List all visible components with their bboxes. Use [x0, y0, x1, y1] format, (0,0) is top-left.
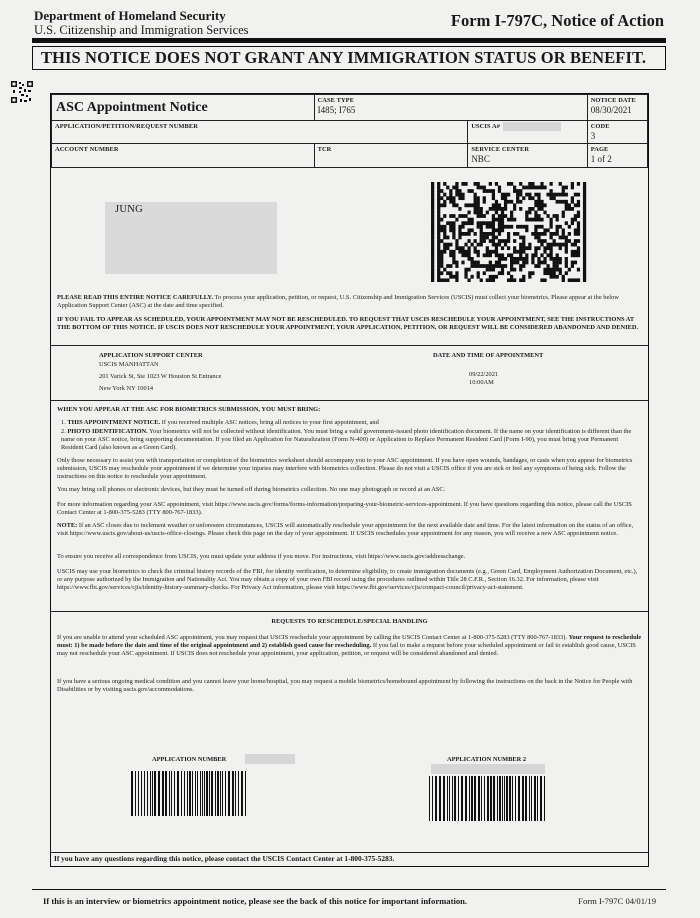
uscis-a-number-cell: [468, 121, 587, 144]
account-number-cell: [52, 144, 315, 168]
appointment-date: 09/22/2021: [469, 371, 499, 378]
bring-item-2-title: PHOTO IDENTIFICATION.: [67, 428, 148, 435]
address-update-paragraph: To ensure you receive all correspondence from USCIS, you must update your address if you move. For instructions, visit https://www.uscis.gov/addresschange.: [57, 553, 466, 560]
section-divider: [51, 400, 648, 401]
more-info-paragraph: For more information regarding your ASC appointment, visit https://www.uscis.gov/forms/forms-information/preparing-your-biometric-services-appointment. If you have questions regarding this notice, please call the USCIS Contact Center at 1-800-375-5283 (TTY 800-767-1833).: [57, 501, 632, 516]
form-edition: Form I-797C 04/01/19: [578, 896, 656, 906]
reschedule-heading: REQUESTS TO RESCHEDULE/SPECIAL HANDLING: [271, 618, 428, 625]
subagency-name: U.S. Citizenship and Immigration Services: [34, 23, 249, 37]
application-number-barcode-label: APPLICATION NUMBER: [152, 756, 227, 763]
appointment-datetime-label: DATE AND TIME OF APPOINTMENT: [433, 352, 544, 359]
appointment-time: 10:00AM: [469, 379, 494, 386]
service-center-label: SERVICE CENTER: [471, 146, 530, 153]
page-label: PAGE: [590, 146, 609, 153]
asc-address-line1: 201 Varick St, Ste 1023 W Houston St Entrance: [99, 373, 222, 380]
read-carefully-text: To process your application, petition, or request, U.S. Citizenship and Immigration Services (USCIS) must collect your biometrics. Please appear at the below Application Support Center (ASC) at the date and time specified.: [57, 294, 619, 309]
bring-item-1-title: THIS APPOINTMENT NOTICE.: [67, 419, 161, 426]
code-cell: [587, 121, 647, 144]
asc-center-name: USCIS MANHATTAN: [99, 361, 159, 368]
service-center-cell: [468, 144, 587, 168]
application-number-2-barcode: [429, 776, 545, 821]
read-carefully-lead: PLEASE READ THIS ENTIRE NOTICE CAREFULLY.: [57, 294, 214, 301]
section-divider: [51, 611, 648, 612]
contact-center-notice: If you have any questions regarding this notice, please contact the USCIS Contact Center at 1-800-375-5283.: [54, 854, 395, 863]
notice-title-cell: [52, 95, 315, 121]
application-number-label: APPLICATION/PETITION/REQUEST NUMBER: [55, 123, 198, 130]
case-type-cell: [314, 95, 587, 121]
page-value: 1 of 2: [590, 154, 612, 164]
notice-title: ASC Appointment Notice: [56, 100, 208, 115]
case-type-label: CASE TYPE: [317, 97, 355, 104]
applicant-name: JUNG: [115, 204, 144, 215]
bring-item-1-text: If you received multiple ASC notices, bring all notices to your first appointment, and: [161, 419, 379, 426]
section-divider: [51, 345, 648, 346]
notice-date-cell: [587, 95, 647, 121]
notice-date-value: 08/30/2021: [590, 105, 632, 115]
bring-item-1-number: 1.: [61, 419, 66, 426]
reschedule-intro: If you are unable to attend your scheduled ASC appointment, you may request that USCIS reschedule your appointment by calling the USCIS Contact Center at 1-800-375-5283 (TTY 800-767-1833).: [57, 634, 568, 641]
status-warning-text: THIS NOTICE DOES NOT GRANT ANY IMMIGRATION STATUS OR BENEFIT.: [41, 48, 647, 67]
reschedule-paragraph: [57, 634, 643, 658]
closure-note-label: NOTE:: [57, 522, 78, 529]
page-cell: [587, 144, 647, 168]
application-number-2-barcode-label: APPLICATION NUMBER 2: [447, 756, 527, 763]
application-number-redaction: [245, 754, 295, 764]
code-value: 3: [590, 131, 596, 141]
tcr-label: TCR: [317, 146, 332, 153]
biometrics-use-paragraph: USCIS may use your biometrics to check the criminal history records of the FBI, for identity verification, to determine eligibility, to create immigration documents (e.g., Green Card, Employment Authorization Document, etc.), or any purpose authorized by the Immigration and Nationality Act. You may obtain a copy of your own FBI record using the procedures outlined within Title 28 C.F.R., Section 16.32. For information, please visit https://www.fbi.gov/services/cjis/identity-history-summary-checks. For Privacy Act information, please visit https://www.fbi.gov/services/cjis/compact-council/privacy-act-statement.: [57, 568, 638, 591]
pdf417-barcode: [431, 182, 589, 282]
account-number-label: ACCOUNT NUMBER: [55, 146, 119, 153]
application-number-barcode: [131, 771, 247, 816]
failure-to-appear-warning: IF YOU FAIL TO APPEAR AS SCHEDULED, YOUR APPOINTMENT MAY NOT BE RESCHEDULED. TO REQUEST THAT USCIS RESCHEDULE YOUR APPOINTMENT, SEE THE INSTRUCTIONS AT THE BOTTOM OF THIS NOTICE. IF USCIS DOES NOT RESCHEDULE YOUR APPOINTMENT, YOUR APPLICATION, PETITION, OR REQUEST WILL BE CONSIDERED ABANDONED AND DENIED.: [57, 316, 639, 331]
code-label: CODE: [590, 123, 610, 130]
form-title: Form I-797C, Notice of Action: [450, 11, 664, 30]
notice-header-table: [51, 94, 648, 168]
agency-name: Department of Homeland Security: [34, 8, 226, 23]
tcr-cell: [314, 144, 468, 168]
bring-item-2: [61, 428, 641, 452]
read-carefully-paragraph: [57, 294, 643, 310]
notice-date-label: NOTICE DATE: [590, 97, 636, 104]
closure-note-text: If an ASC closes due to inclement weather or unforeseen circumstances, USCIS will automatically reschedule your appointment for the next available date and time. For the latest information on the status of an office, visit https://www.uscis.gov/about-us/uscis-office-closings. Please check this page on the day of your appointment. If USCIS reschedules your appointment for any reason, you will receive a new ASC appointment notice.: [57, 522, 634, 537]
devices-paragraph: You may bring cell phones or electronic devices, but they must be turned off during biometrics collection. No one may photograph or record at an ASC.: [57, 486, 446, 493]
uscis-a-number-redaction: [503, 122, 561, 131]
header-divider: [32, 38, 666, 43]
bring-item-2-text: Your biometrics will not be collected without identification. You must bring a valid government-issued photo identification document. If the name on your identification is different than the name on your ASC notice, bring supporting documentation. If you filed an Application for Naturalization (Form N-400) or Application to Replace Permanent Resident Card (Form I-90), you must bring your Permanent Resident Card (also known as a Green Card).: [61, 428, 632, 451]
case-type-value: I485; I765: [317, 105, 356, 115]
qr-code-icon: [10, 80, 34, 104]
status-warning-banner: [32, 46, 666, 70]
bring-item-2-number: 2.: [61, 428, 66, 435]
reschedule-requirements: Your request to reschedule must: 1) be made before the date and time of the original appointment and 2) establish good cause for rescheduling.: [57, 634, 642, 649]
uscis-a-number-label: USCIS A#: [471, 123, 500, 130]
notice-body: [50, 93, 649, 867]
asc-center-label: APPLICATION SUPPORT CENTER: [99, 352, 203, 359]
application-number-2-redaction: [431, 764, 545, 774]
companions-paragraph: Only those necessary to assist you with transportation or completion of the biometrics worksheet should accompany you to your ASC appointment. If you have open wounds, bandages, or casts when you appear for biometrics submission, USCIS may reschedule your appointment if we determine your injuries may interfere with biometrics collection. Please do not visit a USCIS office if you are sick or feel any symptoms of being sick. Follow the instructions on this notice to reschedule your appointment.: [57, 457, 633, 480]
reschedule-consequence: If you fail to make a request before your scheduled appointment or fail to establish good cause, USCIS may not reschedule your ASC appointment. If USCIS does not reschedule your appointment, your application, petition, or request will be considered abandoned and denied.: [57, 642, 636, 657]
footer-notice: If this is an interview or biometrics appointment notice, please see the back of this notice for important information.: [43, 896, 468, 906]
section-divider: [51, 852, 648, 853]
bring-heading: WHEN YOU APPEAR AT THE ASC FOR BIOMETRICS SUBMISSION, YOU MUST BRING:: [57, 406, 321, 413]
asc-address-line2: New York NY 10014: [99, 385, 154, 392]
closure-note-paragraph: [57, 522, 643, 538]
bring-item-1: [61, 419, 641, 427]
application-number-cell: [52, 121, 468, 144]
footer-divider: [32, 889, 666, 890]
service-center-value: NBC: [471, 154, 490, 164]
homebound-paragraph: If you have a serious ongoing medical condition and you cannot leave your home/hospital, you may request a mobile biometrics/homebound appointment by following the instructions on the back in the Notice for People with Disabilities or by visiting uscis.gov/accommodations.: [57, 678, 633, 693]
